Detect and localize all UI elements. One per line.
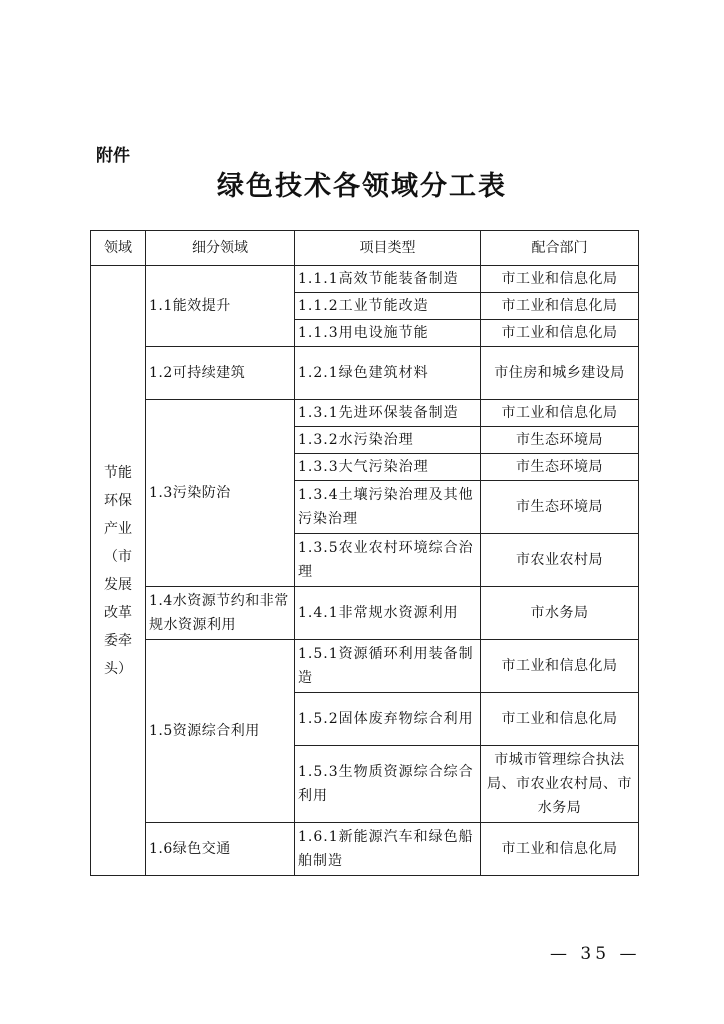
attachment-label: 附件 [96, 146, 130, 166]
item-cell: 1.1.3用电设施节能 [295, 320, 481, 347]
item-cell: 1.3.5农业农村环境综合治理 [295, 534, 481, 587]
table-row [91, 587, 639, 640]
subdomain-cell: 1.5资源综合利用 [146, 640, 295, 823]
division-table [90, 230, 639, 876]
dept-cell: 市工业和信息化局 [481, 293, 639, 320]
item-cell: 1.6.1新能源汽车和绿色船舶制造 [295, 823, 481, 876]
item-cell: 1.5.3生物质资源综合综合利用 [295, 746, 481, 823]
header-subdomain: 细分领域 [146, 231, 295, 266]
dept-cell: 市生态环境局 [481, 481, 639, 534]
table-row [91, 266, 639, 293]
subdomain-cell: 1.3污染防治 [146, 400, 295, 587]
document-title: 绿色技术各领域分工表 [217, 171, 507, 202]
table-row [91, 347, 639, 400]
dept-cell: 市农业农村局 [481, 534, 639, 587]
domain-label: 节能环保产业（市发展改革委牵头） [104, 464, 132, 677]
subdomain-cell: 1.6绿色交通 [146, 823, 295, 876]
item-cell: 1.5.2固体废弃物综合利用 [295, 693, 481, 746]
table-row [91, 640, 639, 693]
dept-cell: 市工业和信息化局 [481, 693, 639, 746]
item-cell: 1.3.1先进环保装备制造 [295, 400, 481, 427]
item-cell: 1.2.1绿色建筑材料 [295, 347, 481, 400]
subdomain-cell: 1.2可持续建筑 [146, 347, 295, 400]
subdomain-cell: 1.1能效提升 [146, 266, 295, 347]
item-cell: 1.5.1资源循环利用装备制造 [295, 640, 481, 693]
dept-cell: 市水务局 [481, 587, 639, 640]
dept-cell: 市工业和信息化局 [481, 266, 639, 293]
dept-cell: 市生态环境局 [481, 454, 639, 481]
dept-cell: 市工业和信息化局 [481, 320, 639, 347]
table-row [91, 400, 639, 427]
item-cell: 1.1.2工业节能改造 [295, 293, 481, 320]
dept-cell: 市城市管理综合执法局、市农业农村局、市水务局 [481, 746, 639, 823]
item-cell: 1.3.4土壤污染治理及其他污染治理 [295, 481, 481, 534]
domain-cell [91, 266, 146, 876]
subdomain-cell: 1.4水资源节约和非常规水资源利用 [146, 587, 295, 640]
dept-cell: 市工业和信息化局 [481, 400, 639, 427]
item-cell: 1.4.1非常规水资源利用 [295, 587, 481, 640]
page-number: — 35 — [550, 944, 641, 964]
table-header-row [91, 231, 639, 266]
item-cell: 1.3.3大气污染治理 [295, 454, 481, 481]
dept-cell: 市生态环境局 [481, 427, 639, 454]
header-domain: 领域 [91, 231, 146, 266]
header-department: 配合部门 [481, 231, 639, 266]
table-row [91, 823, 639, 876]
dept-cell: 市住房和城乡建设局 [481, 347, 639, 400]
header-item-type: 项目类型 [295, 231, 481, 266]
item-cell: 1.1.1高效节能装备制造 [295, 266, 481, 293]
item-cell: 1.3.2水污染治理 [295, 427, 481, 454]
dept-cell: 市工业和信息化局 [481, 640, 639, 693]
dept-cell: 市工业和信息化局 [481, 823, 639, 876]
